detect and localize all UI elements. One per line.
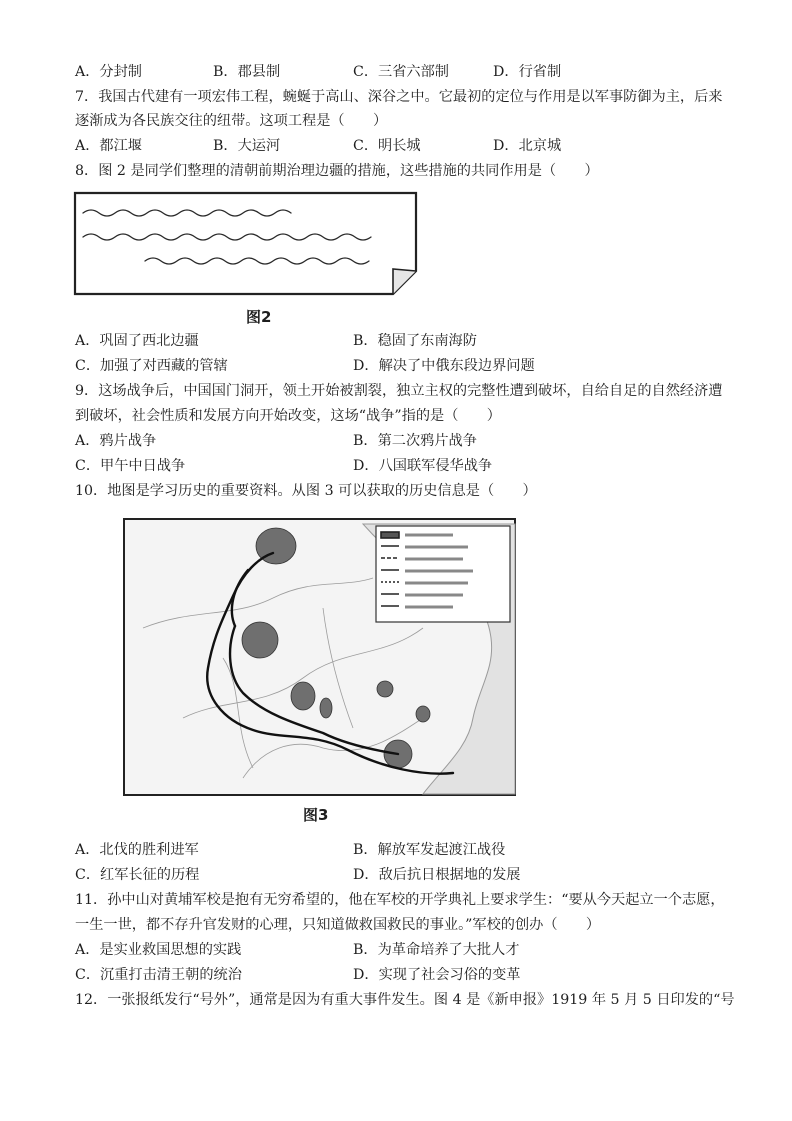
q6-option-c[interactable]: C．三省六部制 [353, 64, 449, 80]
q10-option-a[interactable]: A．北伐的胜利进军 [75, 842, 199, 858]
q11-options-row2 [75, 965, 722, 985]
q6-option-b[interactable]: B．郡县制 [213, 64, 281, 80]
q7-option-a[interactable]: A．都江堰 [75, 138, 142, 154]
q7-options [75, 136, 722, 156]
q7-stem-line2: 逐渐成为各民族交往的纽带。这项工程是（ ） [75, 113, 388, 129]
q7-option-b[interactable]: B．大运河 [213, 138, 281, 154]
q11-option-d[interactable]: D．实现了社会习俗的变革 [353, 967, 521, 983]
q8-stem: 8．图 2 是同学们整理的清朝前期治理边疆的措施，这些措施的共同作用是（ ） [75, 163, 599, 179]
q6-option-d[interactable]: D．行省制 [493, 64, 562, 80]
q11-option-c[interactable]: C．沉重打击清王朝的统治 [75, 967, 242, 983]
q10-stem: 10．地图是学习历史的重要资料。从图 3 可以获取的历史信息是（ ） [75, 483, 537, 499]
q8-option-c[interactable]: C．加强了对西藏的管辖 [75, 358, 228, 374]
q6-options [75, 62, 722, 82]
q8-options-row2 [75, 356, 722, 376]
q9-stem-line2: 到破坏，社会性质和发展方向开始改变，这场“战争”指的是（ ） [75, 408, 501, 424]
figure-2-note-card [73, 191, 418, 296]
figure-2-caption: 图2 [246, 308, 272, 326]
q8-option-d[interactable]: D．解决了中俄东段边界问题 [353, 358, 535, 374]
q11-options-row1 [75, 940, 722, 960]
q11-option-b[interactable]: B．为革命培养了大批人才 [353, 942, 520, 958]
q9-options-row2 [75, 456, 722, 476]
q6-option-a[interactable]: A．分封制 [75, 64, 142, 80]
q9-option-d[interactable]: D．八国联军侵华战争 [353, 458, 493, 474]
q10-option-b[interactable]: B．解放军发起渡江战役 [353, 842, 506, 858]
q9-options-row1 [75, 431, 722, 451]
q7-option-d[interactable]: D．北京城 [493, 138, 562, 154]
q12-stem-line1: 12．一张报纸发行“号外”，通常是因为有重大事件发生。图 4 是《新申报》1919 年 5 月 5 日印发的“号 [75, 992, 735, 1008]
q8-option-b[interactable]: B．稳固了东南海防 [353, 333, 477, 349]
q8-option-a[interactable]: A．巩固了西北边疆 [75, 333, 199, 349]
map-legend-text-illegible [405, 535, 473, 607]
q10-option-d[interactable]: D．敌后抗日根据地的发展 [353, 867, 521, 883]
q11-stem-line2: 一生一世，都不存升官发财的心理，只知道做救国救民的事业。”军校的创办（ ） [75, 917, 601, 933]
q10-option-c[interactable]: C．红军长征的历程 [75, 867, 200, 883]
q9-option-b[interactable]: B．第二次鸦片战争 [353, 433, 477, 449]
q11-stem-line1: 11．孙中山对黄埔军校是抱有无穷希望的，他在军校的开学典礼上要求学生：“要从今天起立一个志愿， [75, 892, 725, 908]
q10-options-row1 [75, 840, 722, 860]
q9-option-c[interactable]: C．甲午中日战争 [75, 458, 186, 474]
q10-options-row2 [75, 865, 722, 885]
q7-option-c[interactable]: C．明长城 [353, 138, 421, 154]
figure-3-route-map [123, 518, 516, 796]
q7-stem-line1: 7．我国古代建有一项宏伟工程，蜿蜒于高山、深谷之中。它最初的定位与作用是以军事防御为主，后来 [75, 89, 723, 105]
q9-option-a[interactable]: A．鸦片战争 [75, 433, 157, 449]
q8-options-row1 [75, 331, 722, 351]
figure-3-caption: 图3 [303, 806, 329, 824]
q11-option-a[interactable]: A．是实业救国思想的实践 [75, 942, 242, 958]
q9-stem-line1: 9．这场战争后，中国国门洞开，领土开始被割裂，独立主权的完整性遭到破坏，自给自足的自然经济遭 [75, 383, 723, 399]
